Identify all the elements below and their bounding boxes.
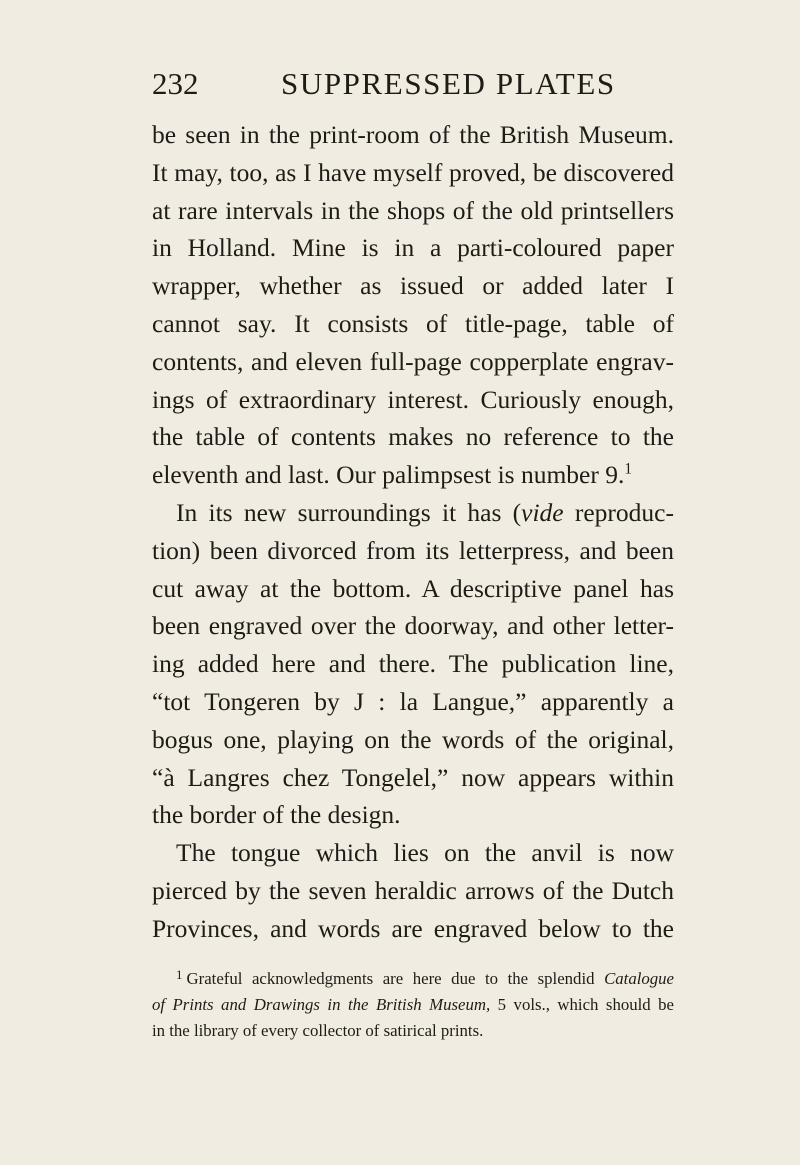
text-line: cannot say. It consists of title-page, table of xyxy=(152,308,674,338)
text-line: the table of contents makes no reference to the xyxy=(152,422,674,452)
footnote-italic: of Prints and Drawings in the British Museum, xyxy=(152,995,491,1014)
running-title: SUPPRESSED PLATES xyxy=(281,66,616,101)
body-text xyxy=(152,116,674,948)
footnote-line: in the library of every collector of satirical prints. xyxy=(152,1021,484,1040)
text-line: contents, and eleven full-page copperplate engrav- xyxy=(152,346,674,376)
text-line: the border of the design. xyxy=(152,800,401,830)
footnote-text: 5 vols., which should be xyxy=(490,995,674,1014)
text-line: wrapper, whether as issued or added later I xyxy=(152,271,674,301)
footnote-line xyxy=(152,992,674,1018)
text-line: “tot Tongeren by J : la Langue,” apparently a xyxy=(152,686,674,716)
page-number: 232 xyxy=(152,66,199,101)
footnote-text: Grateful acknowledgments are here due to the splendid xyxy=(186,969,605,988)
text-line: Provinces, and words are engraved below to the xyxy=(152,913,674,943)
italic-word: vide xyxy=(521,497,564,527)
text-line: in Holland. Mine is in a parti-coloured paper xyxy=(152,233,674,263)
text-line: pierced by the seven heraldic arrows of the Dutch xyxy=(152,875,674,905)
footnote-line xyxy=(152,966,674,992)
text-line: at rare intervals in the shops of the old printsellers xyxy=(152,195,674,225)
running-header xyxy=(152,62,672,106)
footnote-reference[interactable]: 1 xyxy=(624,460,633,478)
text-line: The tongue which lies on the anvil is now xyxy=(176,838,674,868)
text-line: “à Langres chez Tongelel,” now appears within xyxy=(152,762,674,792)
text-line: be seen in the print-room of the British Museum. xyxy=(152,120,674,149)
text-line: tion) been divorced from its letterpress, and been xyxy=(152,535,674,565)
text-line: ings of extraordinary interest. Curiously enough, xyxy=(152,384,674,414)
text-line-content: eleventh and last. Our palimpsest is number 9. xyxy=(152,460,625,490)
text-line: ing added here and there. The publication line, xyxy=(152,649,674,679)
text-line: It may, too, as I have myself proved, be discovered xyxy=(152,157,674,187)
footnote-marker: 1 xyxy=(176,967,183,982)
text-line xyxy=(152,456,674,494)
text-line-content: reproduc- xyxy=(563,497,674,527)
footnote-italic: Catalogue xyxy=(604,969,674,988)
text-line xyxy=(152,494,674,532)
text-line: bogus one, playing on the words of the original, xyxy=(152,724,674,754)
footnote xyxy=(152,966,674,1044)
text-line-content: In its new surroundings it has ( xyxy=(176,497,522,527)
text-line: been engraved over the doorway, and other letter- xyxy=(152,611,674,641)
text-line: cut away at the bottom. A descriptive panel has xyxy=(152,573,674,603)
